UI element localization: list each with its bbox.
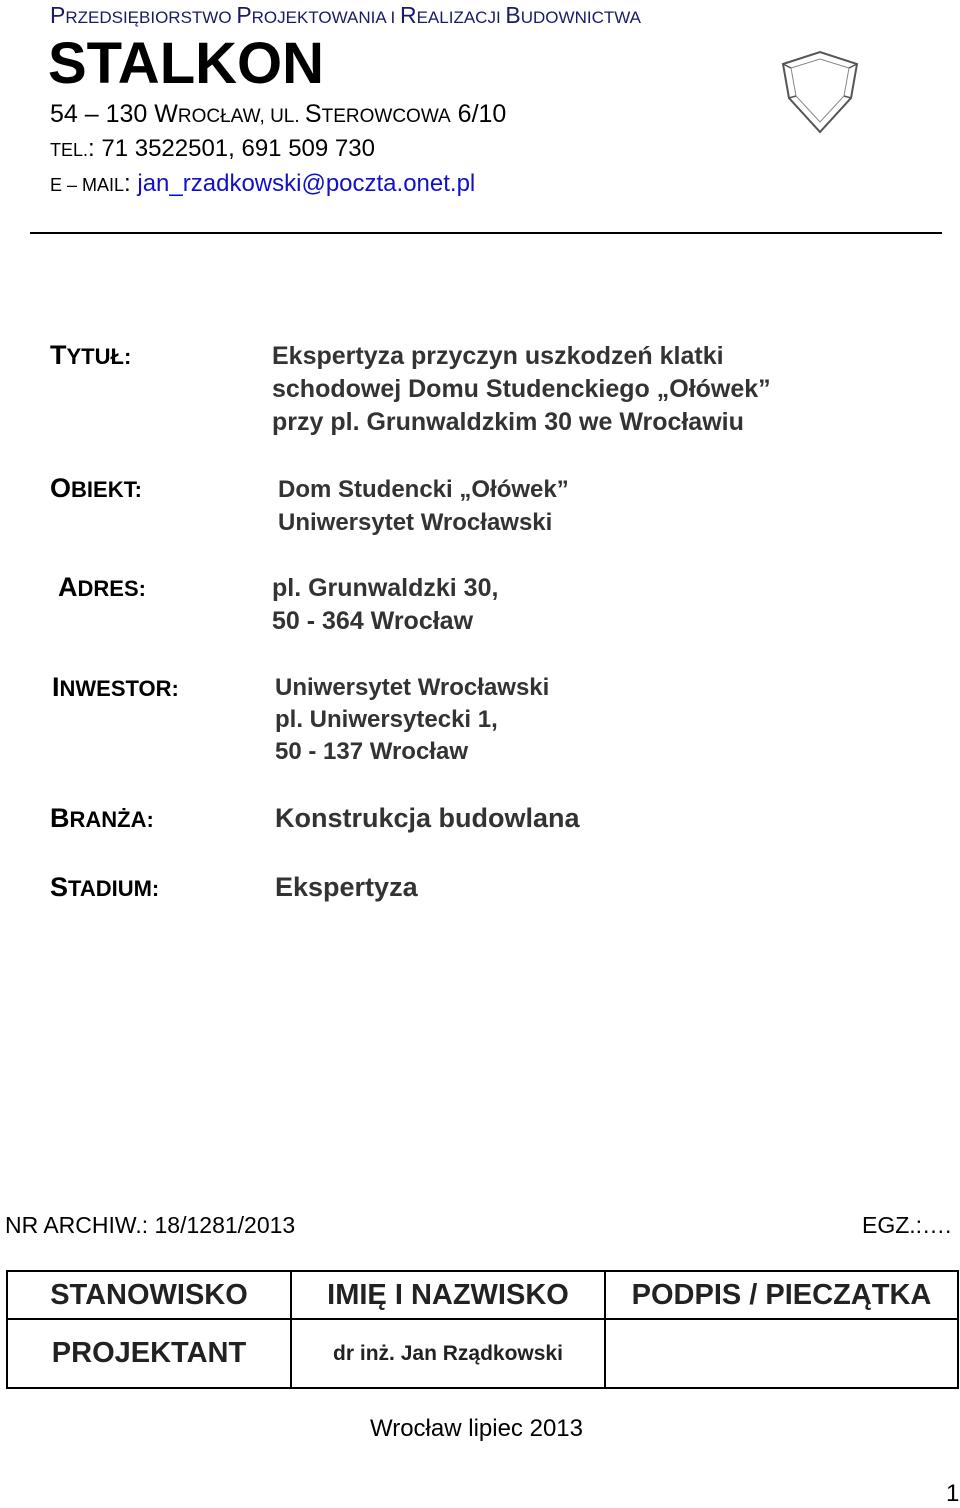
label-adres: ADRES: xyxy=(58,572,146,602)
label-stadium: STADIUM: xyxy=(50,872,160,902)
company-phone: TEL.: 71 3522501, 691 509 730 xyxy=(50,135,375,162)
header-imie-nazwisko: IMIĘ I NAZWISKO xyxy=(291,1271,605,1319)
label-obiekt: OBIEKT: xyxy=(50,473,142,503)
header-podpis: PODPIS / PIECZĄTKA xyxy=(605,1271,958,1319)
value-branza: Konstrukcja budowlana xyxy=(275,803,580,833)
copy-number: EGZ.:…. xyxy=(862,1212,952,1238)
value-adres: pl. Grunwaldzki 30, 50 - 364 Wrocław xyxy=(272,574,499,635)
company-logo-icon xyxy=(775,50,865,140)
row-role: PROJEKTANT xyxy=(7,1319,291,1388)
archive-number: NR ARCHIW.: 18/1281/2013 xyxy=(5,1212,296,1238)
company-name: STALKON xyxy=(48,31,325,96)
header-stanowisko: STANOWISKO xyxy=(7,1271,291,1319)
signature-table-header xyxy=(7,1271,958,1319)
value-inwestor: Uniwersytet Wrocławski pl. Uniwersytecki 1, 50 - 137 Wrocław xyxy=(275,674,550,765)
company-address: 54 – 130 WROCŁAW, UL. STEROWCOWA 6/10 xyxy=(50,100,507,128)
table-row xyxy=(7,1319,958,1388)
place-date: Wrocław lipiec 2013 xyxy=(370,1415,583,1442)
label-inwestor: INWESTOR: xyxy=(52,672,179,702)
label-tytul: TYTUŁ: xyxy=(50,340,132,370)
header-separator xyxy=(30,232,942,234)
signature-table xyxy=(6,1270,959,1389)
value-stadium: Ekspertyza xyxy=(275,872,418,902)
page-number: 1 xyxy=(946,1480,960,1507)
value-obiekt: Dom Studencki „Ołówek” Uniwersytet Wrocławski xyxy=(278,476,569,536)
row-signature xyxy=(605,1319,958,1388)
company-full-name: PRZEDSIĘBIORSTWO PROJEKTOWANIA I REALIZACJI BUDOWNICTWA xyxy=(50,2,641,28)
company-email: E – MAIL: jan_rzadkowski@poczta.onet.pl xyxy=(50,170,476,197)
email-link[interactable]: jan_rzadkowski@poczta.onet.pl xyxy=(137,170,476,197)
label-branza: BRANŻA: xyxy=(50,803,154,833)
value-tytul: Ekspertyza przyczyn uszkodzeń klatki schodowej Domu Studenckiego „Ołówek” przy pl. Grunwaldzkim 30 we Wrocławiu xyxy=(272,342,771,436)
row-name: dr inż. Jan Rządkowski xyxy=(291,1319,605,1388)
